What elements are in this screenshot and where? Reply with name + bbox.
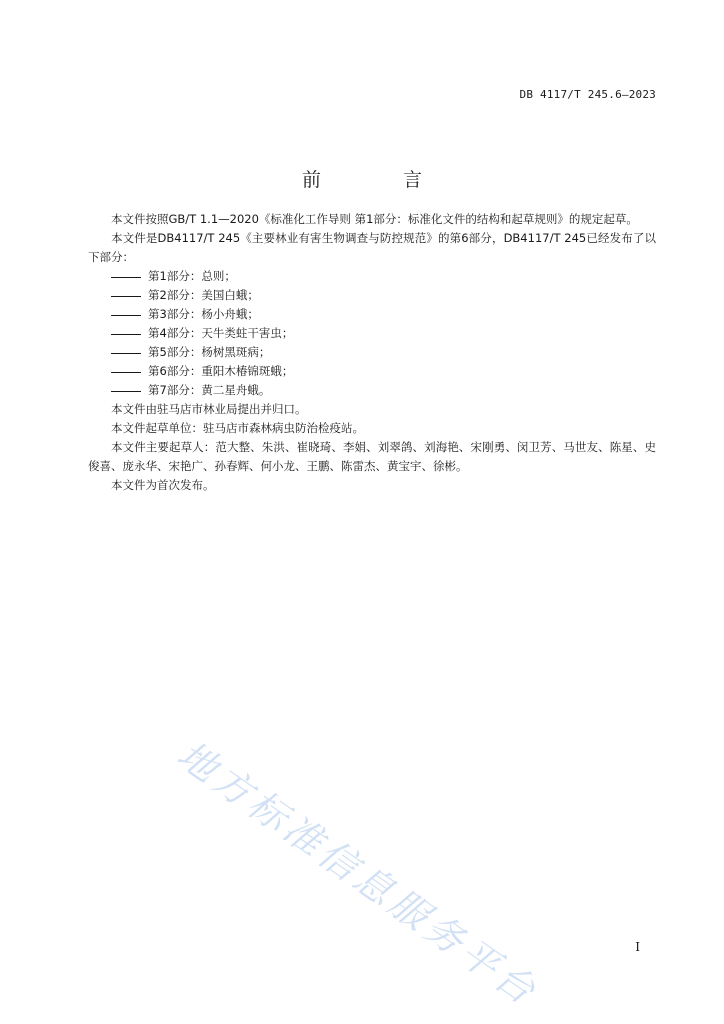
- list-item-text: 第3部分：杨小舟蛾；: [148, 307, 259, 321]
- paragraph-first-release: 本文件为首次发布。: [111, 478, 215, 492]
- list-item: [88, 343, 656, 362]
- standard-code: DB 4117/T 245.6—2023: [519, 88, 656, 101]
- paragraph-series-intro: 本文件是DB4117/T 245《主要林业有害生物调查与防控规范》的第6部分，DB4117/T 245已经发布了以下部分：: [88, 231, 656, 264]
- dash-marker: [111, 391, 141, 392]
- paragraph-proposer: 本文件由驻马店市林业局提出并归口。: [111, 402, 307, 416]
- list-item: [88, 381, 656, 400]
- dash-marker: [111, 334, 141, 335]
- list-item-text: 第6部分：重阳木椿锦斑蛾；: [148, 364, 294, 378]
- list-item-text: 第2部分：美国白蛾；: [148, 288, 259, 302]
- list-item: [88, 267, 656, 286]
- paragraph-drafting-unit: 本文件起草单位：驻马店市森林病虫防治检疫站。: [111, 421, 364, 435]
- paragraph-drafters: 本文件主要起草人：范大整、朱洪、崔晓琦、李娟、刘翠鸽、刘海艳、宋刚勇、闵卫芳、马世友、陈星、史俊喜、庞永华、宋艳广、孙春辉、何小龙、王鹏、陈雷杰、黄宝宇、徐彬。: [88, 440, 656, 473]
- dash-marker: [111, 353, 141, 354]
- list-item: [88, 286, 656, 305]
- list-item: [88, 305, 656, 324]
- list-item-text: 第7部分：黄二星舟蛾。: [148, 383, 271, 397]
- dash-marker: [111, 372, 141, 373]
- watermark: 地方标准信息服务平台: [169, 732, 547, 1016]
- list-item-text: 第5部分：杨树黑斑病；: [148, 345, 271, 359]
- page-number: I: [635, 940, 640, 954]
- dash-marker: [111, 277, 141, 278]
- parts-list: [88, 267, 656, 400]
- paragraph-drafting-rules: 本文件按照GB/T 1.1—2020《标准化工作导则 第1部分：标准化文件的结构和起草规则》的规定起草。: [111, 212, 638, 226]
- list-item: [88, 324, 656, 343]
- dash-marker: [111, 315, 141, 316]
- foreword-body: [88, 210, 656, 495]
- list-item: [88, 362, 656, 381]
- page-title: 前 言: [301, 168, 461, 191]
- list-item-text: 第1部分：总则；: [148, 269, 236, 283]
- list-item-text: 第4部分：天牛类蛀干害虫；: [148, 326, 294, 340]
- dash-marker: [111, 296, 141, 297]
